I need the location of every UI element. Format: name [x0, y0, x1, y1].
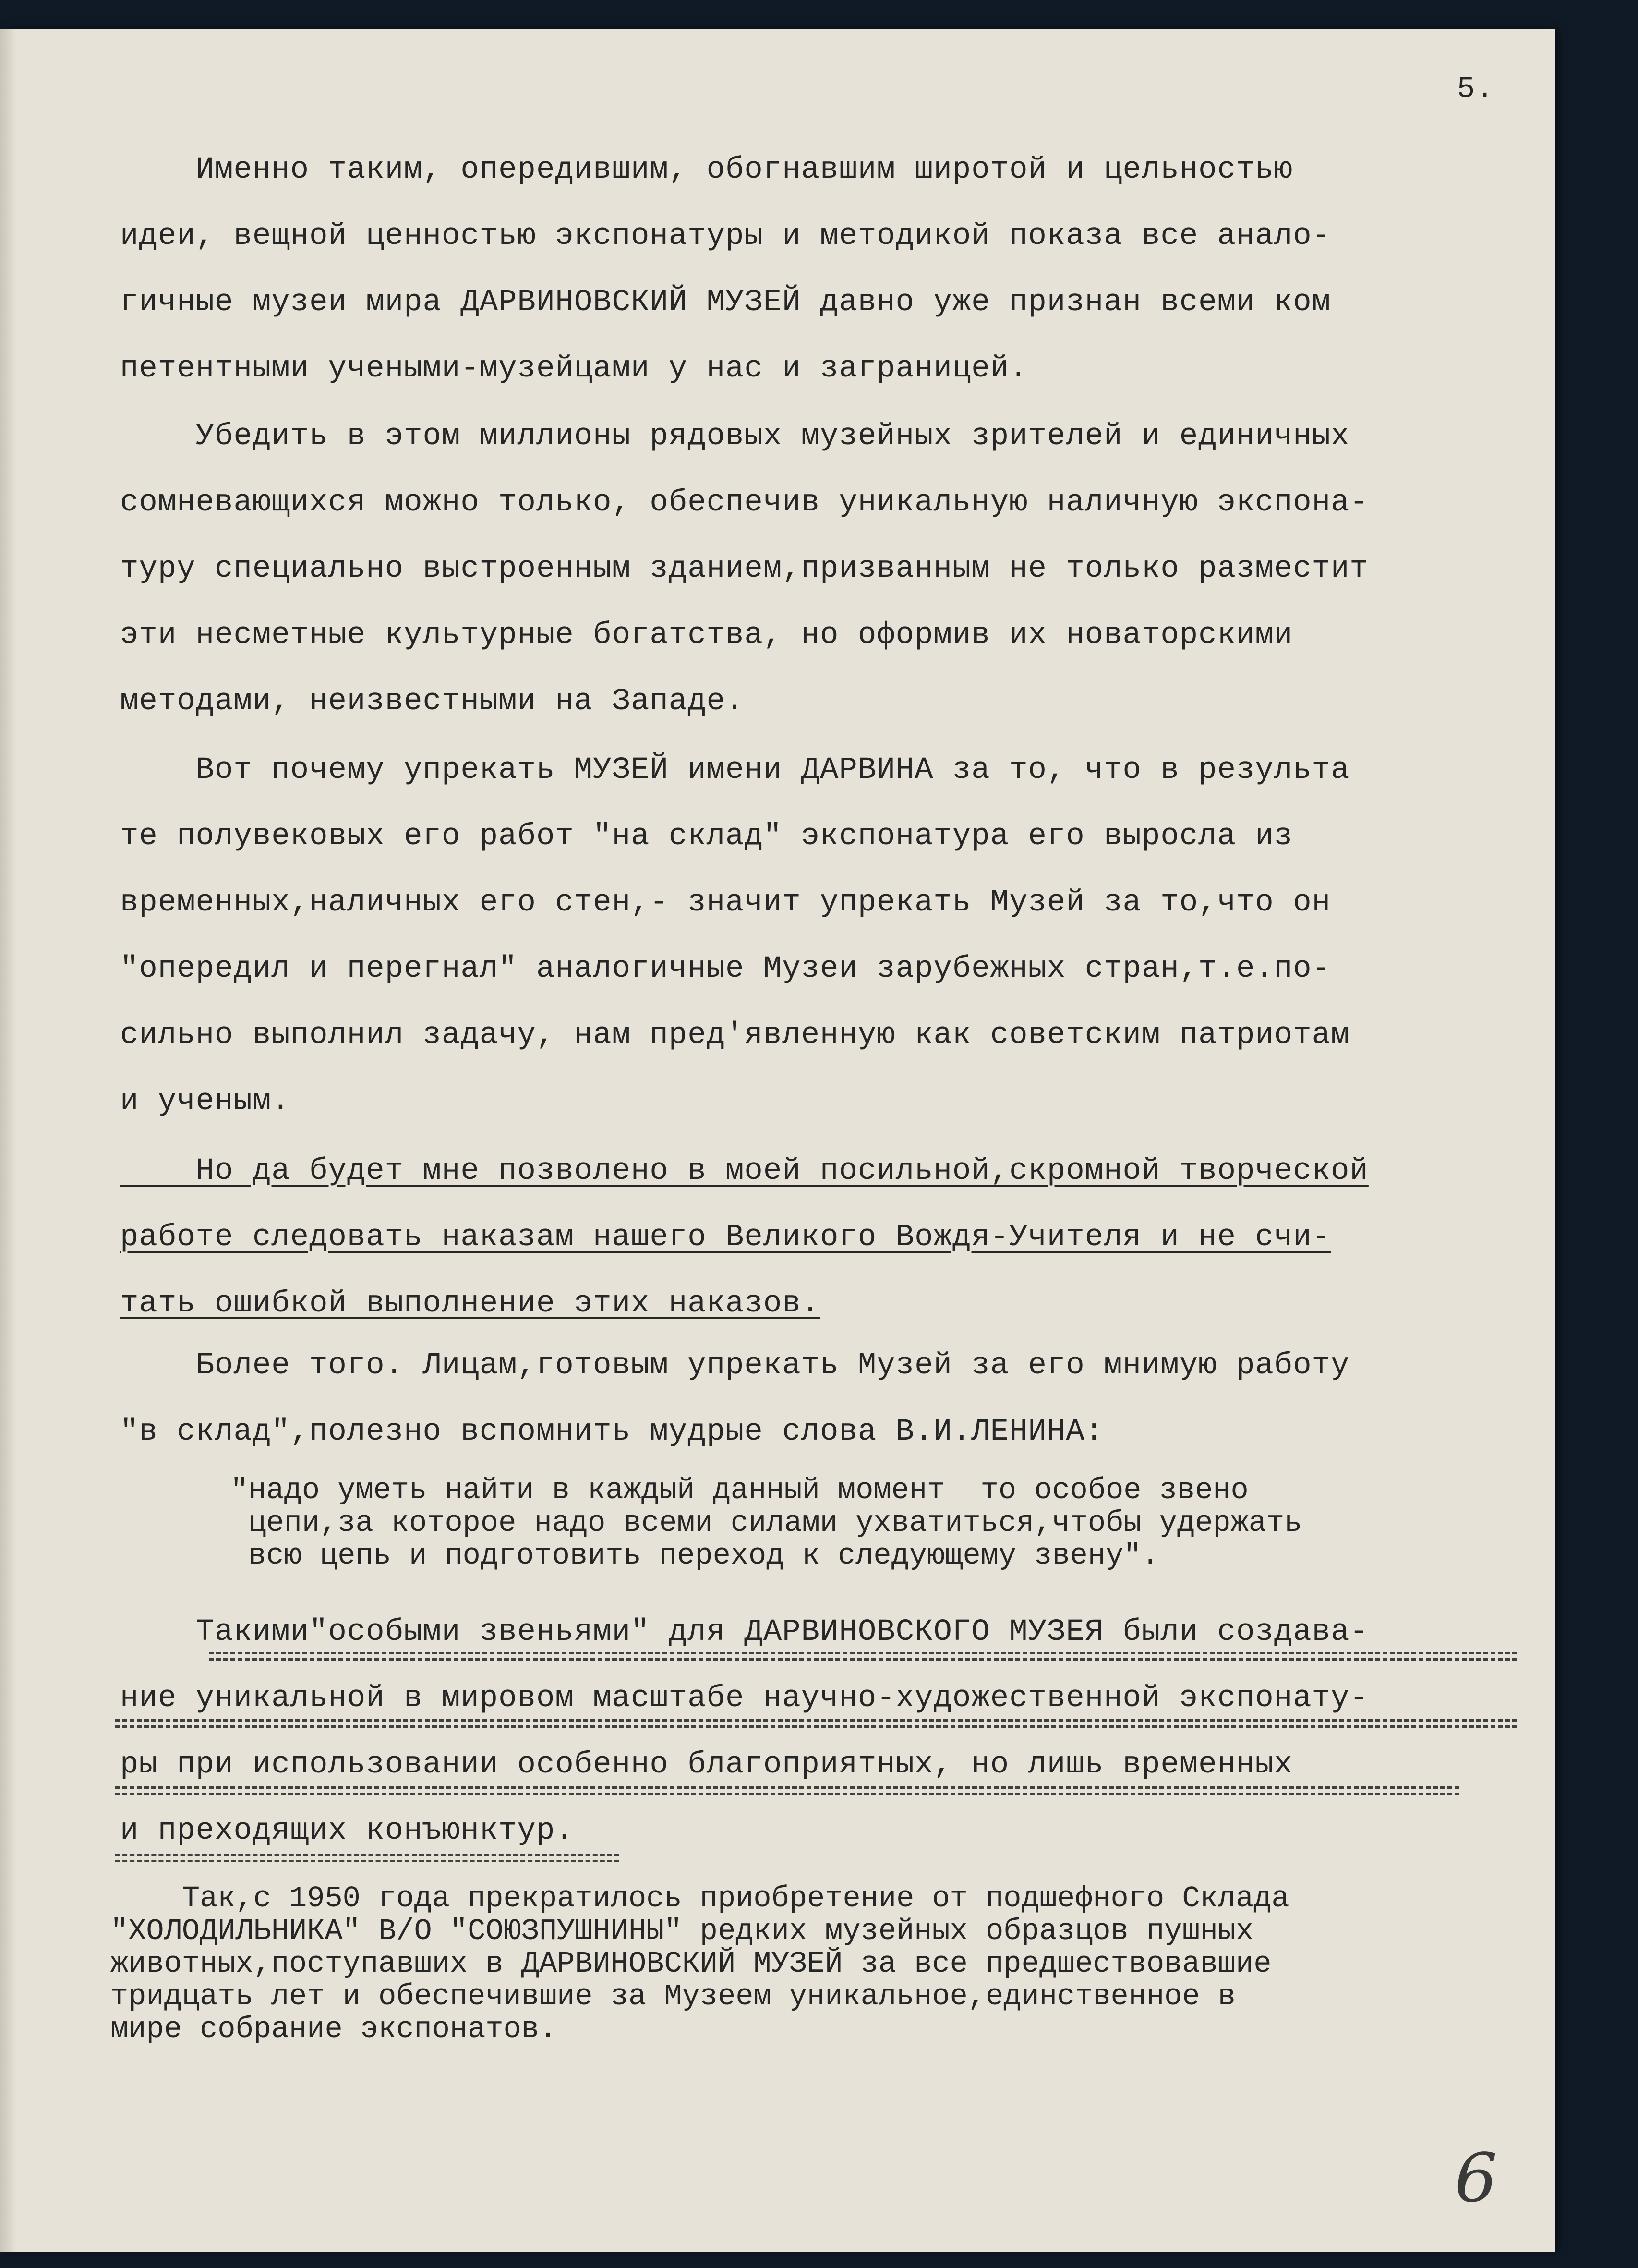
paragraph-4-underlined: Но да будет мне позволено в моей посильной,скромной творческой работе следовать наказам нашего Великого Вождя-Учителя и не счи- тать ошибкой выполнение этих наказов.: [120, 1154, 1369, 1321]
paragraph-5: Более того. Лицам,готовым упрекать Музей за его мнимую работу "в склад",полезно вспомнить мудрые слова В.И.ЛЕНИНА:: [120, 1348, 1350, 1449]
page-edge: [0, 29, 16, 2252]
paragraph-2: Убедить в этом миллионы рядовых музейных зрителей и единичных сомневающихся можно только, обеспечив уникальную наличную экспона- туру специально выстроенным зданием,призванным не только разместит эти несметные культурные богатства, но оформив их новаторскими методами, неизвестными на Западе.: [120, 419, 1369, 719]
document-page: [0, 29, 1555, 2252]
double-underline: [115, 1786, 1459, 1795]
paragraph-7: Так,с 1950 года прекратилось приобретение от подшефного Склада "ХОЛОДИЛЬНИКА" В/О "СОЮЗПУШНИНЫ" редких музейных образцов пушных животных,поступавших в ДАРВИНОВСКИЙ МУЗЕЙ за все предшествовавшие тридцать лет и обеспечившие за Музеем уникальное,единственное в мире собрание экспонатов.: [110, 1881, 1289, 2046]
handwritten-page-number: 6: [1455, 2139, 1498, 2218]
page-number: 5.: [1457, 72, 1495, 106]
double-underline: [209, 1652, 1517, 1661]
double-underline: [115, 1854, 619, 1862]
paragraph-1: Именно таким, опередившим, обогнавшим широтой и цельностью идеи, вещной ценностью экспонатуры и методикой показа все анало- гичные музеи мира ДАРВИНОВСКИЙ МУЗЕЙ давно уже признан всеми ком петентными учеными-музейцами у нас и заграницей.: [120, 153, 1331, 386]
lenin-quote: "надо уметь найти в каждый данный момент то особое звено цепи,за которое надо всеми силами ухватиться,чтобы удержать всю цепь и подготовить переход к следующему звену".: [230, 1473, 1302, 1573]
paragraph-3: Вот почему упрекать МУЗЕЙ имени ДАРВИНА за то, что в результа те полувековых его работ "на склад" экспонатура его выросла из временных,наличных его стен,- значит упрекать Музей за то,что он "опередил и перегнал" аналогичные Музеи зарубежных стран,т.е.по- сильно выполнил задачу, нам пред'явленную как советским патриотам и ученым.: [120, 753, 1350, 1119]
paragraph-6: Такими"особыми звеньями" для ДАРВИНОВСКОГО МУЗЕЯ были создава- ние уникальной в мировом масштабе научно-художественной экспонату- ры при использовании особенно благоприятных, но лишь временных и преходящих конъюнктур.: [120, 1615, 1369, 1848]
double-underline: [115, 1719, 1517, 1728]
